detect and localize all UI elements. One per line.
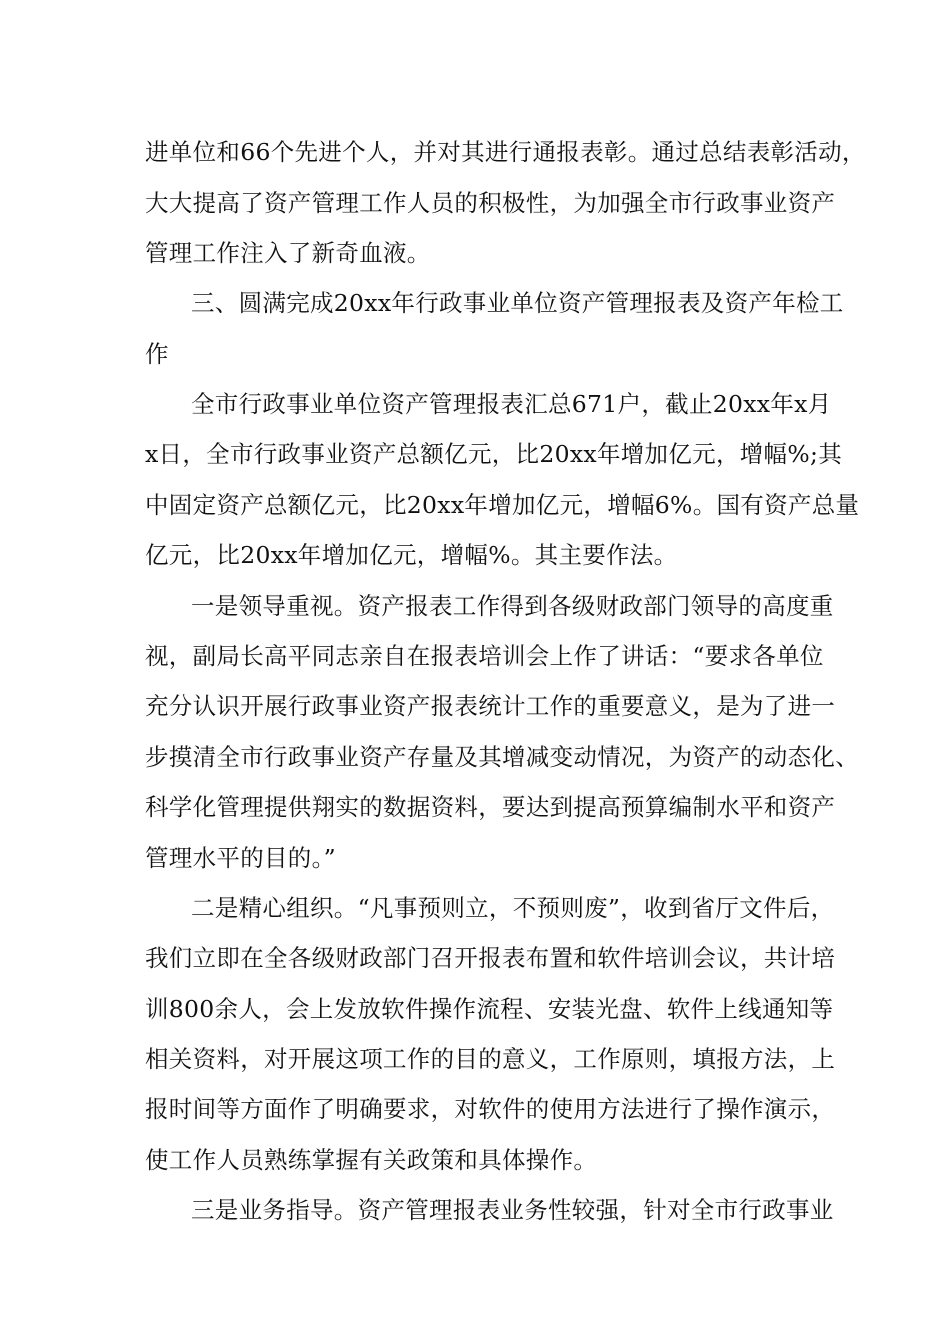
text-line: 步摸清全市行政事业资产存量及其增减变动情况，为资产的动态化、 xyxy=(145,743,859,771)
text-line: x日，全市行政事业资产总额亿元，比20xx年增加亿元，增幅%;其 xyxy=(145,440,843,468)
text-line: 中固定资产总额亿元，比20xx年增加亿元，增幅6%。国有资产总量 xyxy=(145,491,860,519)
text-line: 亿元，比20xx年增加亿元，增幅%。其主要作法。 xyxy=(145,541,678,569)
text-line: 全市行政事业单位资产管理报表汇总671户，截止20xx年x月 xyxy=(191,390,832,418)
text-line: 一是领导重视。资产报表工作得到各级财政部门领导的高度重 xyxy=(191,592,834,620)
text-line: 科学化管理提供翔实的数据资料，要达到提高预算编制水平和资产 xyxy=(145,793,836,821)
text-line: 报时间等方面作了明确要求，对软件的使用方法进行了操作演示， xyxy=(145,1095,836,1123)
text-line: 管理工作注入了新奇血液。 xyxy=(145,239,431,267)
text-line: 大大提高了资产管理工作人员的积极性，为加强全市行政事业资产 xyxy=(145,189,836,217)
text-line: 使工作人员熟练掌握有关政策和具体操作。 xyxy=(145,1146,598,1174)
section-heading: 三、圆满完成20xx年行政事业单位资产管理报表及资产年检工 xyxy=(191,289,844,317)
text-line: 我们立即在全各级财政部门召开报表布置和软件培训会议，共计培 xyxy=(145,944,836,972)
text-line: 相关资料，对开展这项工作的目的意义，工作原则，填报方法，上 xyxy=(145,1045,836,1073)
text-line: 充分认识开展行政事业资产报表统计工作的重要意义，是为了进一 xyxy=(145,692,836,720)
text-line: 管理水平的目的。” xyxy=(145,844,336,872)
text-line: 二是精心组织。“凡事预则立，不预则废”，收到省厅文件后， xyxy=(191,894,835,922)
text-line: 训800余人，会上发放软件操作流程、安装光盘、软件上线通知等 xyxy=(145,995,834,1023)
text-line: 视，副局长高平同志亲自在报表培训会上作了讲话：“要求各单位 xyxy=(145,642,824,670)
text-line: 三是业务指导。资产管理报表业务性较强，针对全市行政事业 xyxy=(191,1196,834,1224)
text-line: 进单位和66个先进个人，并对其进行通报表彰。通过总结表彰活动， xyxy=(145,138,866,166)
section-heading-continued: 作 xyxy=(145,340,169,368)
